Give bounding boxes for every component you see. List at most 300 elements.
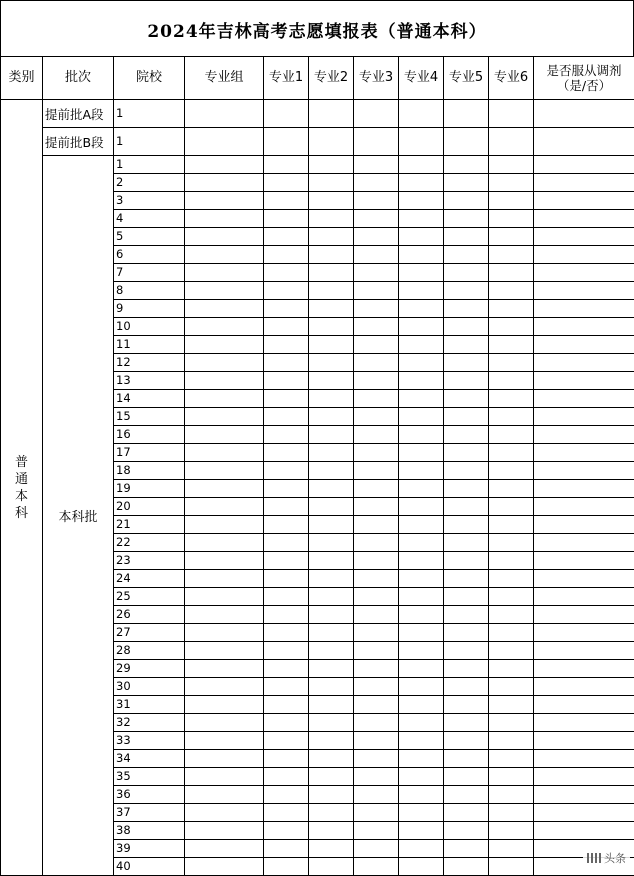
input-cell[interactable] xyxy=(354,696,399,714)
input-cell[interactable] xyxy=(444,858,489,876)
input-cell[interactable] xyxy=(185,840,264,858)
input-cell[interactable] xyxy=(185,660,264,678)
input-cell[interactable] xyxy=(264,678,309,696)
input-cell[interactable] xyxy=(309,606,354,624)
input-cell[interactable] xyxy=(309,786,354,804)
input-cell[interactable] xyxy=(185,444,264,462)
input-cell[interactable] xyxy=(354,750,399,768)
input-cell[interactable] xyxy=(309,390,354,408)
input-cell[interactable] xyxy=(399,786,444,804)
input-cell[interactable] xyxy=(534,282,634,300)
input-cell[interactable] xyxy=(185,696,264,714)
input-cell[interactable] xyxy=(534,408,634,426)
input-cell[interactable] xyxy=(185,282,264,300)
input-cell[interactable] xyxy=(264,660,309,678)
input-cell[interactable] xyxy=(444,660,489,678)
input-cell[interactable] xyxy=(264,444,309,462)
input-cell[interactable] xyxy=(354,534,399,552)
input-cell[interactable] xyxy=(399,840,444,858)
input-cell[interactable] xyxy=(489,210,534,228)
input-cell[interactable] xyxy=(444,282,489,300)
input-cell[interactable] xyxy=(444,786,489,804)
input-cell[interactable] xyxy=(399,768,444,786)
input-cell[interactable] xyxy=(354,462,399,480)
input-cell[interactable] xyxy=(309,498,354,516)
input-cell[interactable] xyxy=(444,534,489,552)
input-cell[interactable] xyxy=(534,498,634,516)
input-cell[interactable] xyxy=(309,300,354,318)
input-cell[interactable] xyxy=(354,128,399,156)
input-cell[interactable] xyxy=(309,660,354,678)
input-cell[interactable] xyxy=(399,372,444,390)
input-cell[interactable] xyxy=(309,462,354,480)
input-cell[interactable] xyxy=(309,128,354,156)
input-cell[interactable] xyxy=(399,642,444,660)
input-cell[interactable] xyxy=(399,264,444,282)
input-cell[interactable] xyxy=(444,318,489,336)
input-cell[interactable] xyxy=(489,282,534,300)
input-cell[interactable] xyxy=(354,858,399,876)
input-cell[interactable] xyxy=(489,192,534,210)
input-cell[interactable] xyxy=(489,100,534,128)
input-cell[interactable] xyxy=(354,714,399,732)
input-cell[interactable] xyxy=(309,822,354,840)
input-cell[interactable] xyxy=(354,660,399,678)
input-cell[interactable] xyxy=(534,696,634,714)
input-cell[interactable] xyxy=(264,714,309,732)
input-cell[interactable] xyxy=(354,408,399,426)
input-cell[interactable] xyxy=(489,588,534,606)
input-cell[interactable] xyxy=(185,336,264,354)
input-cell[interactable] xyxy=(354,246,399,264)
input-cell[interactable] xyxy=(185,714,264,732)
input-cell[interactable] xyxy=(264,804,309,822)
input-cell[interactable] xyxy=(185,300,264,318)
input-cell[interactable] xyxy=(264,642,309,660)
input-cell[interactable] xyxy=(444,128,489,156)
input-cell[interactable] xyxy=(185,246,264,264)
input-cell[interactable] xyxy=(264,372,309,390)
input-cell[interactable] xyxy=(354,552,399,570)
input-cell[interactable] xyxy=(354,426,399,444)
input-cell[interactable] xyxy=(264,858,309,876)
input-cell[interactable] xyxy=(185,624,264,642)
input-cell[interactable] xyxy=(185,174,264,192)
input-cell[interactable] xyxy=(399,516,444,534)
input-cell[interactable] xyxy=(489,300,534,318)
input-cell[interactable] xyxy=(444,408,489,426)
input-cell[interactable] xyxy=(534,732,634,750)
input-cell[interactable] xyxy=(534,390,634,408)
input-cell[interactable] xyxy=(354,732,399,750)
input-cell[interactable] xyxy=(264,606,309,624)
input-cell[interactable] xyxy=(185,750,264,768)
input-cell[interactable] xyxy=(399,336,444,354)
input-cell[interactable] xyxy=(185,588,264,606)
input-cell[interactable] xyxy=(489,498,534,516)
input-cell[interactable] xyxy=(444,246,489,264)
input-cell[interactable] xyxy=(309,552,354,570)
input-cell[interactable] xyxy=(354,318,399,336)
input-cell[interactable] xyxy=(444,570,489,588)
input-cell[interactable] xyxy=(185,192,264,210)
input-cell[interactable] xyxy=(185,372,264,390)
input-cell[interactable] xyxy=(185,606,264,624)
input-cell[interactable] xyxy=(264,822,309,840)
input-cell[interactable] xyxy=(309,444,354,462)
input-cell[interactable] xyxy=(489,624,534,642)
input-cell[interactable] xyxy=(309,372,354,390)
input-cell[interactable] xyxy=(309,750,354,768)
input-cell[interactable] xyxy=(534,822,634,840)
input-cell[interactable] xyxy=(399,462,444,480)
input-cell[interactable] xyxy=(444,156,489,174)
input-cell[interactable] xyxy=(309,354,354,372)
input-cell[interactable] xyxy=(309,678,354,696)
input-cell[interactable] xyxy=(309,192,354,210)
input-cell[interactable] xyxy=(309,804,354,822)
input-cell[interactable] xyxy=(444,642,489,660)
input-cell[interactable] xyxy=(354,498,399,516)
input-cell[interactable] xyxy=(264,264,309,282)
input-cell[interactable] xyxy=(264,516,309,534)
input-cell[interactable] xyxy=(354,300,399,318)
input-cell[interactable] xyxy=(354,588,399,606)
input-cell[interactable] xyxy=(534,516,634,534)
input-cell[interactable] xyxy=(309,858,354,876)
input-cell[interactable] xyxy=(354,840,399,858)
input-cell[interactable] xyxy=(444,210,489,228)
input-cell[interactable] xyxy=(354,804,399,822)
input-cell[interactable] xyxy=(354,354,399,372)
input-cell[interactable] xyxy=(264,786,309,804)
input-cell[interactable] xyxy=(185,408,264,426)
input-cell[interactable] xyxy=(309,408,354,426)
input-cell[interactable] xyxy=(399,210,444,228)
input-cell[interactable] xyxy=(399,174,444,192)
input-cell[interactable] xyxy=(309,336,354,354)
input-cell[interactable] xyxy=(489,768,534,786)
input-cell[interactable] xyxy=(444,714,489,732)
input-cell[interactable] xyxy=(444,750,489,768)
input-cell[interactable] xyxy=(534,786,634,804)
input-cell[interactable] xyxy=(489,804,534,822)
input-cell[interactable] xyxy=(264,210,309,228)
input-cell[interactable] xyxy=(489,128,534,156)
input-cell[interactable] xyxy=(264,390,309,408)
input-cell[interactable] xyxy=(489,714,534,732)
input-cell[interactable] xyxy=(534,156,634,174)
input-cell[interactable] xyxy=(399,246,444,264)
input-cell[interactable] xyxy=(444,498,489,516)
input-cell[interactable] xyxy=(489,678,534,696)
input-cell[interactable] xyxy=(444,354,489,372)
input-cell[interactable] xyxy=(444,732,489,750)
input-cell[interactable] xyxy=(534,642,634,660)
input-cell[interactable] xyxy=(354,192,399,210)
input-cell[interactable] xyxy=(444,300,489,318)
input-cell[interactable] xyxy=(399,858,444,876)
input-cell[interactable] xyxy=(489,858,534,876)
input-cell[interactable] xyxy=(354,210,399,228)
input-cell[interactable] xyxy=(264,300,309,318)
input-cell[interactable] xyxy=(444,228,489,246)
input-cell[interactable] xyxy=(489,336,534,354)
input-cell[interactable] xyxy=(264,624,309,642)
input-cell[interactable] xyxy=(534,804,634,822)
input-cell[interactable] xyxy=(354,642,399,660)
input-cell[interactable] xyxy=(185,156,264,174)
input-cell[interactable] xyxy=(489,444,534,462)
input-cell[interactable] xyxy=(534,768,634,786)
input-cell[interactable] xyxy=(534,128,634,156)
input-cell[interactable] xyxy=(264,732,309,750)
input-cell[interactable] xyxy=(534,192,634,210)
input-cell[interactable] xyxy=(185,570,264,588)
input-cell[interactable] xyxy=(185,858,264,876)
input-cell[interactable] xyxy=(399,624,444,642)
input-cell[interactable] xyxy=(185,354,264,372)
input-cell[interactable] xyxy=(489,228,534,246)
input-cell[interactable] xyxy=(264,318,309,336)
input-cell[interactable] xyxy=(444,516,489,534)
input-cell[interactable] xyxy=(534,552,634,570)
input-cell[interactable] xyxy=(264,588,309,606)
input-cell[interactable] xyxy=(264,174,309,192)
input-cell[interactable] xyxy=(185,462,264,480)
input-cell[interactable] xyxy=(444,372,489,390)
input-cell[interactable] xyxy=(489,480,534,498)
input-cell[interactable] xyxy=(264,480,309,498)
input-cell[interactable] xyxy=(444,552,489,570)
input-cell[interactable] xyxy=(309,100,354,128)
input-cell[interactable] xyxy=(185,822,264,840)
input-cell[interactable] xyxy=(399,552,444,570)
input-cell[interactable] xyxy=(264,128,309,156)
input-cell[interactable] xyxy=(264,192,309,210)
input-cell[interactable] xyxy=(264,552,309,570)
input-cell[interactable] xyxy=(534,714,634,732)
input-cell[interactable] xyxy=(354,174,399,192)
input-cell[interactable] xyxy=(489,174,534,192)
input-cell[interactable] xyxy=(399,660,444,678)
input-cell[interactable] xyxy=(534,300,634,318)
input-cell[interactable] xyxy=(444,174,489,192)
input-cell[interactable] xyxy=(309,318,354,336)
input-cell[interactable] xyxy=(489,516,534,534)
input-cell[interactable] xyxy=(399,498,444,516)
input-cell[interactable] xyxy=(185,732,264,750)
input-cell[interactable] xyxy=(399,480,444,498)
input-cell[interactable] xyxy=(399,444,444,462)
input-cell[interactable] xyxy=(399,804,444,822)
input-cell[interactable] xyxy=(264,768,309,786)
input-cell[interactable] xyxy=(489,750,534,768)
input-cell[interactable] xyxy=(185,786,264,804)
input-cell[interactable] xyxy=(444,390,489,408)
input-cell[interactable] xyxy=(489,534,534,552)
input-cell[interactable] xyxy=(444,840,489,858)
input-cell[interactable] xyxy=(354,372,399,390)
input-cell[interactable] xyxy=(185,128,264,156)
input-cell[interactable] xyxy=(399,128,444,156)
input-cell[interactable] xyxy=(185,390,264,408)
input-cell[interactable] xyxy=(309,642,354,660)
input-cell[interactable] xyxy=(399,100,444,128)
input-cell[interactable] xyxy=(534,174,634,192)
input-cell[interactable] xyxy=(185,516,264,534)
input-cell[interactable] xyxy=(399,822,444,840)
input-cell[interactable] xyxy=(534,228,634,246)
input-cell[interactable] xyxy=(354,282,399,300)
input-cell[interactable] xyxy=(185,534,264,552)
input-cell[interactable] xyxy=(534,246,634,264)
input-cell[interactable] xyxy=(309,426,354,444)
input-cell[interactable] xyxy=(489,786,534,804)
input-cell[interactable] xyxy=(309,228,354,246)
input-cell[interactable] xyxy=(399,192,444,210)
input-cell[interactable] xyxy=(399,696,444,714)
input-cell[interactable] xyxy=(534,570,634,588)
input-cell[interactable] xyxy=(534,444,634,462)
input-cell[interactable] xyxy=(264,462,309,480)
input-cell[interactable] xyxy=(534,354,634,372)
input-cell[interactable] xyxy=(534,100,634,128)
input-cell[interactable] xyxy=(264,570,309,588)
input-cell[interactable] xyxy=(185,264,264,282)
input-cell[interactable] xyxy=(264,228,309,246)
input-cell[interactable] xyxy=(309,570,354,588)
input-cell[interactable] xyxy=(354,228,399,246)
input-cell[interactable] xyxy=(354,336,399,354)
input-cell[interactable] xyxy=(399,678,444,696)
input-cell[interactable] xyxy=(309,714,354,732)
input-cell[interactable] xyxy=(399,282,444,300)
input-cell[interactable] xyxy=(264,408,309,426)
input-cell[interactable] xyxy=(309,480,354,498)
input-cell[interactable] xyxy=(399,318,444,336)
input-cell[interactable] xyxy=(309,534,354,552)
input-cell[interactable] xyxy=(309,246,354,264)
input-cell[interactable] xyxy=(354,570,399,588)
input-cell[interactable] xyxy=(489,822,534,840)
input-cell[interactable] xyxy=(185,498,264,516)
input-cell[interactable] xyxy=(354,516,399,534)
input-cell[interactable] xyxy=(354,480,399,498)
input-cell[interactable] xyxy=(534,588,634,606)
input-cell[interactable] xyxy=(185,100,264,128)
input-cell[interactable] xyxy=(264,750,309,768)
input-cell[interactable] xyxy=(534,678,634,696)
input-cell[interactable] xyxy=(444,192,489,210)
input-cell[interactable] xyxy=(534,372,634,390)
input-cell[interactable] xyxy=(264,840,309,858)
input-cell[interactable] xyxy=(489,552,534,570)
input-cell[interactable] xyxy=(534,426,634,444)
input-cell[interactable] xyxy=(185,318,264,336)
input-cell[interactable] xyxy=(354,444,399,462)
input-cell[interactable] xyxy=(444,606,489,624)
input-cell[interactable] xyxy=(354,100,399,128)
input-cell[interactable] xyxy=(534,264,634,282)
input-cell[interactable] xyxy=(489,390,534,408)
input-cell[interactable] xyxy=(399,390,444,408)
input-cell[interactable] xyxy=(534,750,634,768)
input-cell[interactable] xyxy=(489,372,534,390)
input-cell[interactable] xyxy=(444,696,489,714)
input-cell[interactable] xyxy=(309,696,354,714)
input-cell[interactable] xyxy=(444,588,489,606)
input-cell[interactable] xyxy=(309,282,354,300)
input-cell[interactable] xyxy=(264,246,309,264)
input-cell[interactable] xyxy=(399,606,444,624)
input-cell[interactable] xyxy=(399,408,444,426)
input-cell[interactable] xyxy=(534,624,634,642)
input-cell[interactable] xyxy=(185,768,264,786)
input-cell[interactable] xyxy=(489,354,534,372)
input-cell[interactable] xyxy=(399,300,444,318)
input-cell[interactable] xyxy=(354,678,399,696)
input-cell[interactable] xyxy=(489,318,534,336)
input-cell[interactable] xyxy=(309,264,354,282)
input-cell[interactable] xyxy=(444,822,489,840)
input-cell[interactable] xyxy=(354,768,399,786)
input-cell[interactable] xyxy=(185,678,264,696)
input-cell[interactable] xyxy=(534,318,634,336)
input-cell[interactable] xyxy=(354,390,399,408)
input-cell[interactable] xyxy=(354,606,399,624)
input-cell[interactable] xyxy=(354,264,399,282)
input-cell[interactable] xyxy=(399,228,444,246)
input-cell[interactable] xyxy=(444,624,489,642)
input-cell[interactable] xyxy=(489,408,534,426)
input-cell[interactable] xyxy=(354,156,399,174)
input-cell[interactable] xyxy=(489,660,534,678)
input-cell[interactable] xyxy=(309,156,354,174)
input-cell[interactable] xyxy=(444,768,489,786)
input-cell[interactable] xyxy=(399,570,444,588)
input-cell[interactable] xyxy=(309,210,354,228)
input-cell[interactable] xyxy=(354,786,399,804)
input-cell[interactable] xyxy=(185,642,264,660)
input-cell[interactable] xyxy=(185,210,264,228)
input-cell[interactable] xyxy=(185,552,264,570)
input-cell[interactable] xyxy=(354,822,399,840)
input-cell[interactable] xyxy=(185,480,264,498)
input-cell[interactable] xyxy=(264,498,309,516)
input-cell[interactable] xyxy=(309,732,354,750)
input-cell[interactable] xyxy=(185,228,264,246)
input-cell[interactable] xyxy=(264,336,309,354)
input-cell[interactable] xyxy=(534,480,634,498)
input-cell[interactable] xyxy=(309,768,354,786)
input-cell[interactable] xyxy=(444,100,489,128)
input-cell[interactable] xyxy=(444,462,489,480)
input-cell[interactable] xyxy=(489,570,534,588)
input-cell[interactable] xyxy=(309,588,354,606)
input-cell[interactable] xyxy=(399,588,444,606)
input-cell[interactable] xyxy=(399,354,444,372)
input-cell[interactable] xyxy=(185,426,264,444)
input-cell[interactable] xyxy=(399,714,444,732)
input-cell[interactable] xyxy=(309,624,354,642)
input-cell[interactable] xyxy=(444,480,489,498)
input-cell[interactable] xyxy=(399,156,444,174)
input-cell[interactable] xyxy=(264,534,309,552)
input-cell[interactable] xyxy=(489,264,534,282)
input-cell[interactable] xyxy=(534,660,634,678)
input-cell[interactable] xyxy=(444,264,489,282)
